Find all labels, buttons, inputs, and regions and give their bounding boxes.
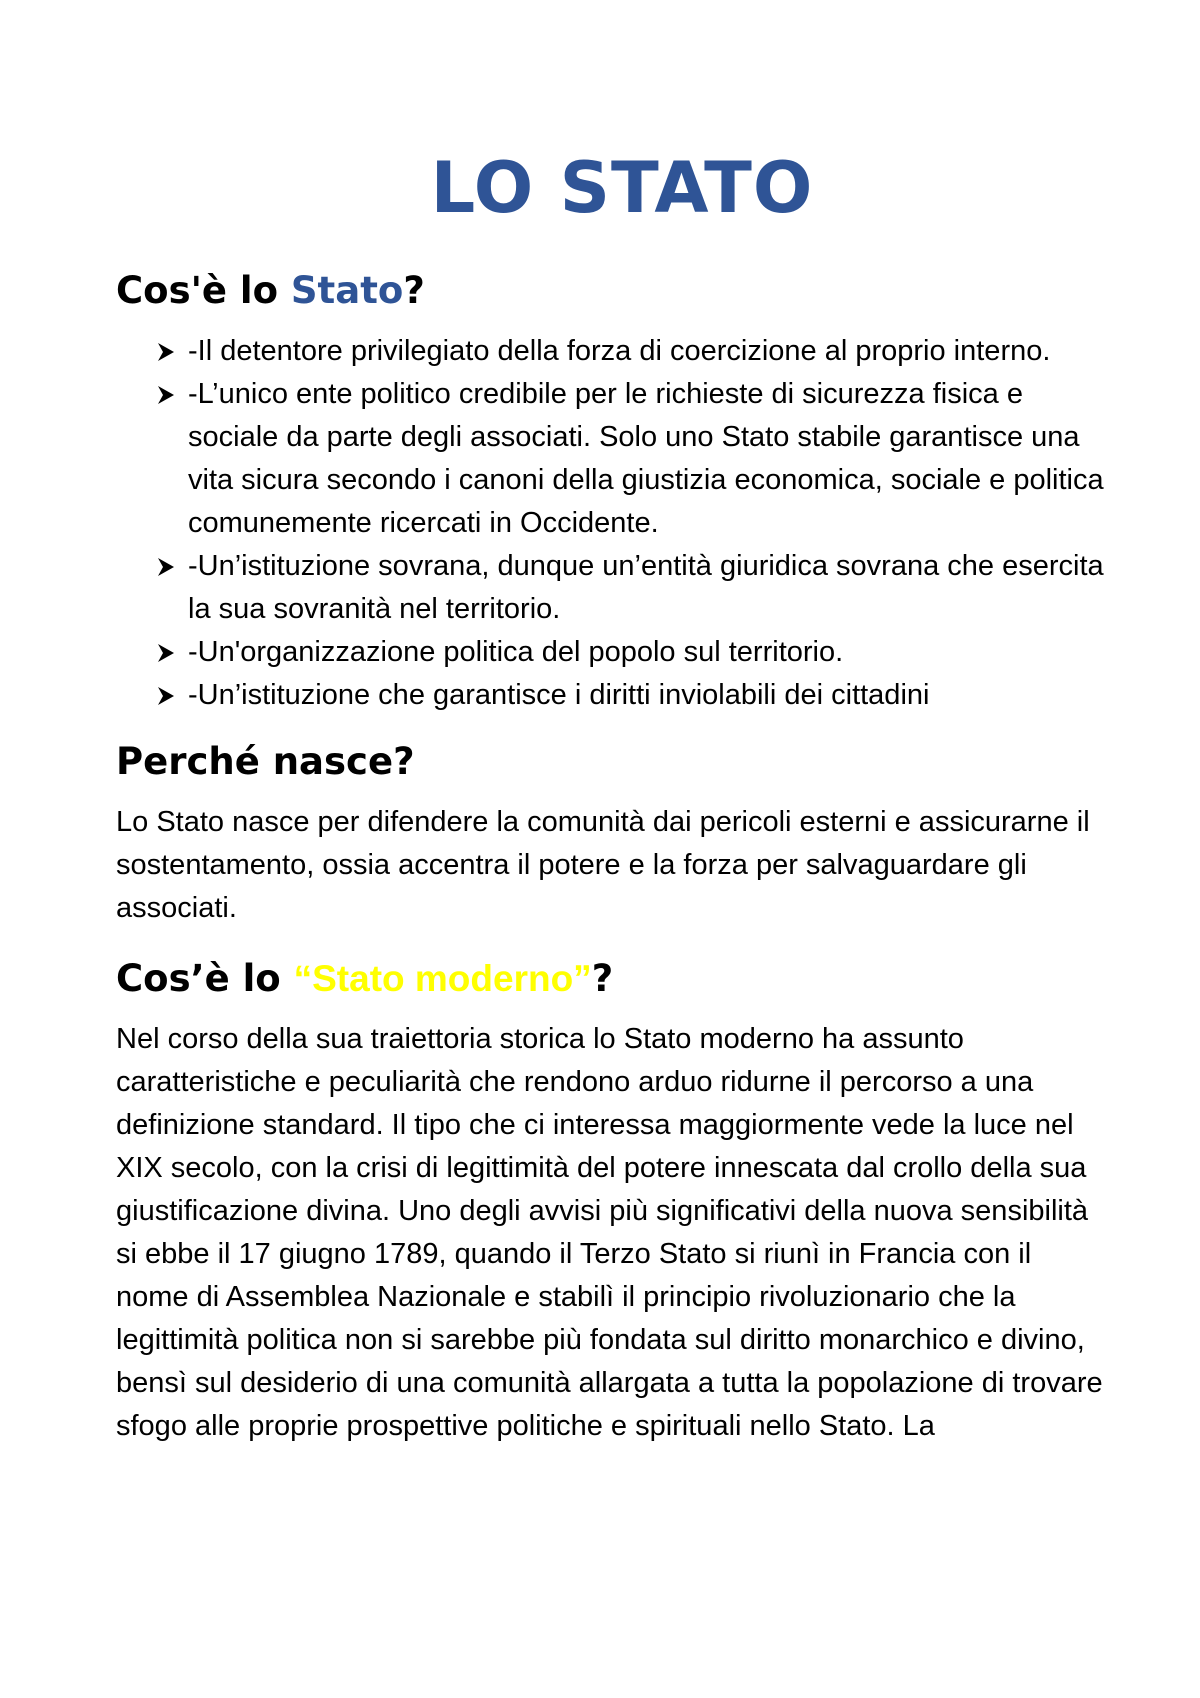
list-item: [116, 674, 1106, 717]
arrow-bullet-icon: [156, 557, 176, 577]
section-heading-modern-state: [116, 954, 1106, 1004]
document-title: LO STATO: [430, 147, 814, 229]
section-body-why-born: Lo Stato nasce per difendere la comunità dai pericoli esterni e assicurarne il sostentamento, ossia accentra il potere e la forza per salvaguardare gli associati.: [116, 806, 1090, 924]
arrow-bullet-icon: [156, 342, 176, 362]
list-item: [116, 631, 1106, 674]
document-page: [116, 140, 1106, 1448]
section-modern-state: [116, 954, 1106, 1448]
section-what-is-state: [116, 266, 1106, 717]
heading-accent: Stato: [290, 269, 404, 312]
list-item-text: -L’unico ente politico credibile per le richieste di sicurezza fisica e sociale da parte degli associati. Solo uno Stato stabile garantisce una vita sicura secondo i canoni della giustizia economica, sociale e politica comunemente ricercati in Occidente.: [188, 378, 1104, 539]
arrow-bullet-icon: [156, 643, 176, 663]
arrow-bullet-icon: [156, 385, 176, 405]
list-item-text: -Un’istituzione che garantisce i diritti inviolabili dei cittadini: [188, 679, 930, 711]
definition-list: [116, 330, 1106, 717]
heading-accent: “Stato moderno”: [293, 958, 592, 999]
list-item: [116, 373, 1106, 545]
arrow-bullet-icon: [156, 686, 176, 706]
list-item-text: -Un’istituzione sovrana, dunque un’entità giuridica sovrana che esercita la sua sovranità nel territorio.: [188, 550, 1104, 625]
section-why-born: [116, 737, 1106, 930]
heading-text: ?: [403, 269, 425, 312]
list-item: [116, 545, 1106, 631]
section-body-modern-state: Nel corso della sua traiettoria storica lo Stato moderno ha assunto caratteristiche e peculiarità che rendono arduo ridurne il percorso a una definizione standard. Il tipo che ci interessa maggiormente vede la luce nel XIX secolo, con la crisi di legittimità del potere innescata dal crollo della sua giustificazione divina. Uno degli avvisi più significativi della nuova sensibilità si ebbe il 17 giugno 1789, quando il Terzo Stato si riunì in Francia con il nome di Assemblea Nazionale e stabilì il principio rivoluzionario che la legittimità politica non si sarebbe più fondata sul diritto monarchico e divino, bensì sul desiderio di una comunità allargata a tutta la popolazione di trovare sfogo alle proprie prospettive politiche e spirituali nello Stato. La: [116, 1023, 1103, 1442]
heading-text: ?: [591, 957, 614, 1000]
list-item-text: -Il detentore privilegiato della forza di coercizione al proprio interno.: [188, 335, 1051, 367]
heading-text: Cos'è lo: [116, 269, 291, 312]
section-heading-why-born: Perché nasce?: [116, 740, 415, 783]
section-heading-what-is-state: [116, 266, 1106, 316]
list-item-text: -Un'organizzazione politica del popolo sul territorio.: [188, 636, 844, 668]
heading-text: Cos’è lo: [116, 957, 294, 1000]
list-item: [116, 330, 1106, 373]
